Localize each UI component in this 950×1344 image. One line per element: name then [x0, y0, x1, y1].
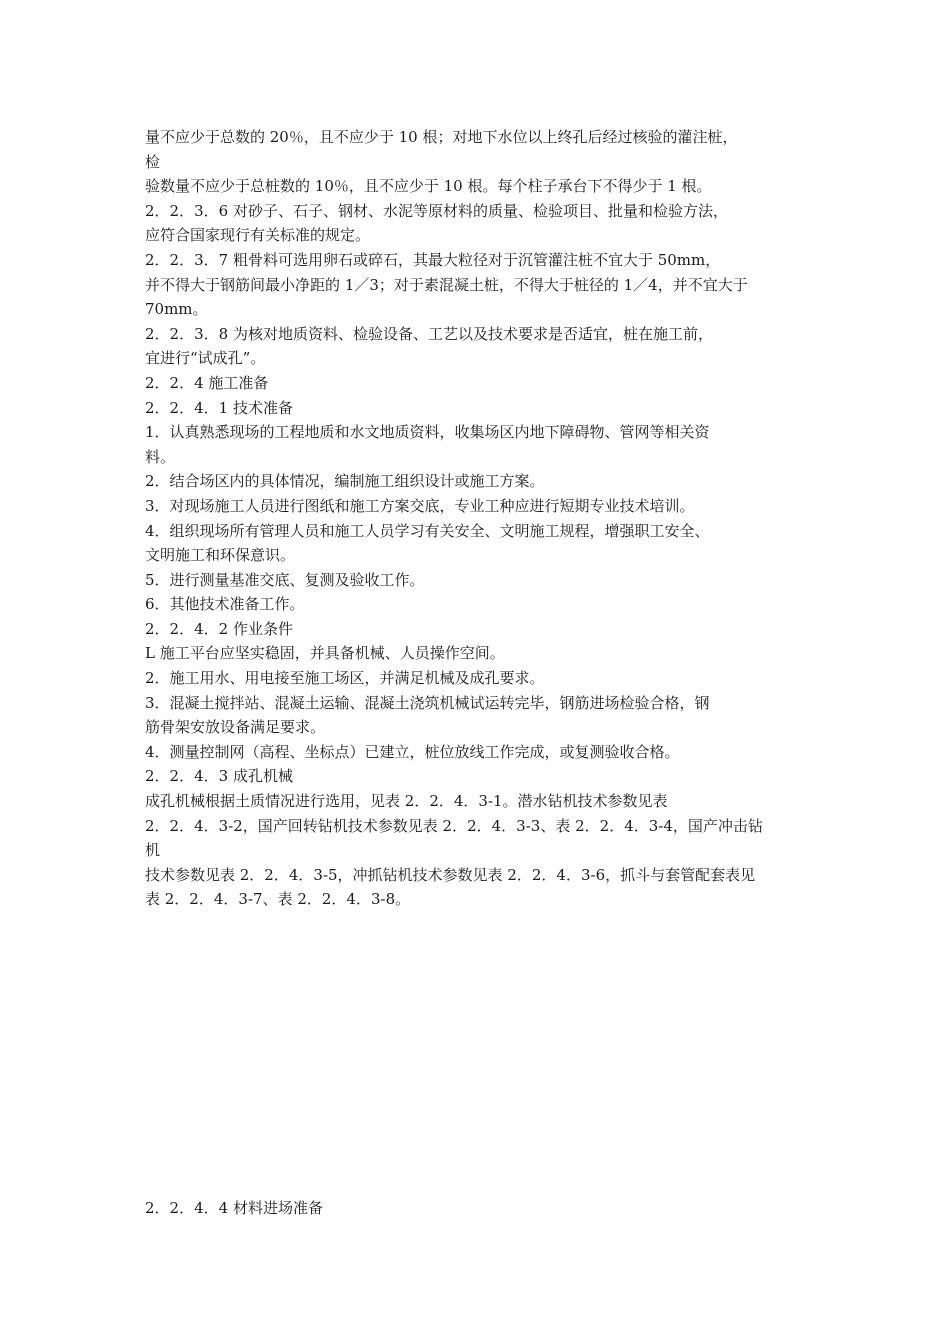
text-line: 验数量不应少于总桩数的 10％，且不应少于 10 根。每个柱子承台下不得少于 1 根。 — [145, 177, 712, 196]
text-line: 筋骨架安放设备满足要求。 — [145, 718, 326, 737]
text-line: 5．进行测量基准交底、复测及验收工作。 — [145, 570, 425, 589]
text-line: 4．测量控制网（高程、坐标点）已建立，桩位放线工作完成，或复测验收合格。 — [145, 742, 680, 761]
text-line: 检 — [145, 152, 161, 171]
text-line: 2．施工用水、用电接至施工场区，并满足机械及成孔要求。 — [145, 669, 545, 688]
text-line: 表 2．2．4．3-7、表 2．2．4．3-8。 — [145, 890, 411, 909]
text-line: 量不应少于总数的 20％，且不应少于 10 根；对地下水位以上终孔后经过核验的灌注桩， — [145, 128, 738, 146]
text-line: 并不得大于钢筋间最小净距的 1／3；对于素混凝土桩，不得大于桩径的 1／4，并不宜大于 — [145, 275, 748, 294]
text-line: L 施工平台应坚实稳固，并具备机械、人员操作空间。 — [145, 644, 505, 663]
section-heading-material-prep: 2．2．4．4 材料进场准备 — [145, 1199, 323, 1217]
section-heading: 2．2．4．1 技术准备 — [145, 398, 293, 417]
section-heading: 2．2．4．3 成孔机械 — [145, 767, 293, 786]
text-line: 2．2．3．7 粗骨料可选用卵石或碎石，其最大粒径对于沉管灌注桩不宜大于 50mm， — [145, 250, 721, 269]
text-line: 2．2．3．8 为核对地质资料、检验设备、工艺以及技术要求是否适宜，桩在施工前， — [145, 324, 713, 343]
text-line: 应符合国家现行有关标准的规定。 — [145, 226, 371, 245]
body-text — [145, 125, 825, 912]
text-line: 料。 — [145, 447, 176, 466]
text-line: 成孔机械根据土质情况进行选用，见表 2．2．4．3-1。潜水钻机技术参数见表 — [145, 792, 668, 811]
text-line: 3．对现场施工人员进行图纸和施工方案交底，专业工种应进行短期专业技术培训。 — [145, 496, 695, 515]
text-line: 技术参数见表 2．2．4．3-5，冲抓钻机技术参数见表 2．2．4．3-6，抓斗与套管配套表见 — [145, 865, 756, 884]
text-line: 机 — [145, 841, 161, 860]
text-line: 2．2．4．3-2，国产回转钻机技术参数见表 2．2．4．3-3、表 2．2．4．3-4，国产冲击钻 — [145, 816, 763, 835]
text-line: 1．认真熟悉现场的工程地质和水文地质资料，收集场区内地下障碍物、管网等相关资 — [145, 423, 710, 442]
text-line: 文明施工和环保意识。 — [145, 546, 296, 565]
text-line: 2．结合场区内的具体情况，编制施工组织设计或施工方案。 — [145, 472, 545, 491]
text-line: 3．混凝土搅拌站、混凝土运输、混凝土浇筑机械试运转完毕，钢筋进场检验合格，钢 — [145, 693, 710, 712]
text-line: 宜进行“试成孔”。 — [145, 349, 266, 368]
section-heading: 2．2．4．2 作业条件 — [145, 619, 293, 638]
text-line: 70mm。 — [145, 300, 208, 319]
text-line: 4．组织现场所有管理人员和施工人员学习有关安全、文明施工规程，增强职工安全、 — [145, 521, 710, 540]
section-heading: 2．2．4 施工准备 — [145, 373, 269, 392]
text-line: 2．2．3．6 对砂子、石子、钢材、水泥等原材料的质量、检验项目、批量和检验方法， — [145, 201, 728, 220]
text-line: 6．其他技术准备工作。 — [145, 595, 305, 614]
